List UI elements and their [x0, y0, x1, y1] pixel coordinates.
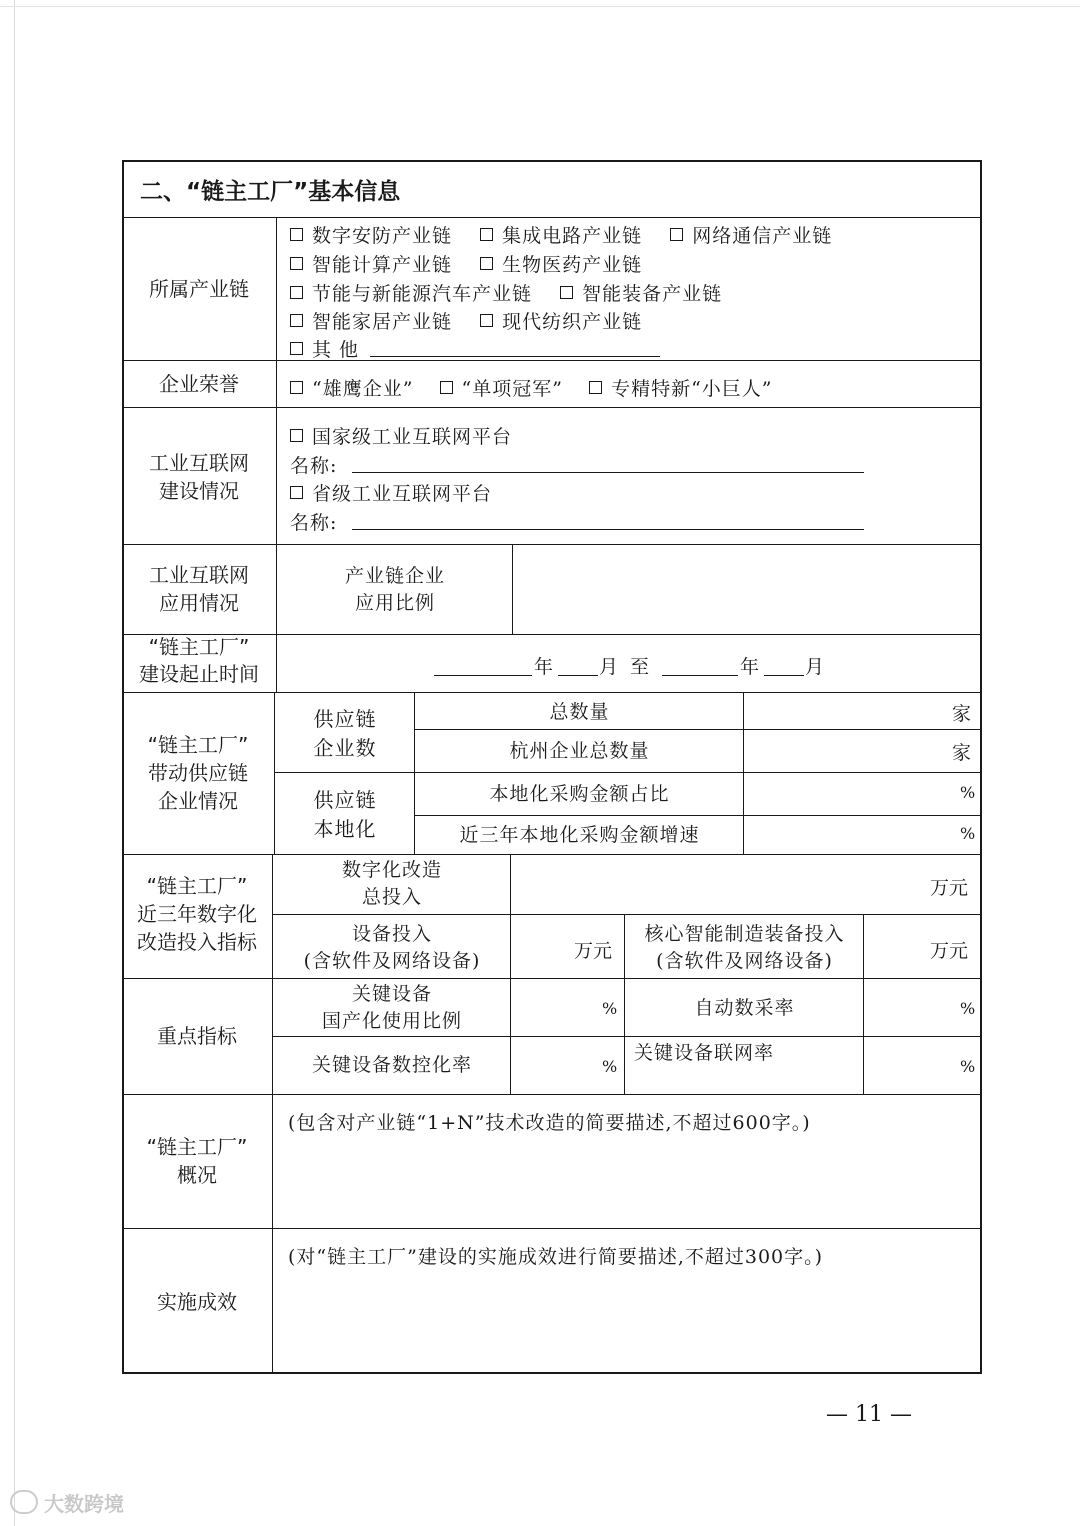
equip-invest-label: 设备投入 (含软件及网络设备)	[303, 923, 481, 972]
option-row: 节能与新能源汽车产业链 智能装备产业链	[290, 279, 722, 306]
unit-wan: 万元	[930, 877, 969, 899]
to-label: 至	[630, 656, 651, 678]
checkbox[interactable]	[290, 257, 303, 270]
checkbox[interactable]	[480, 314, 493, 327]
unit-pct: %	[960, 824, 976, 843]
industry-chain-label: 所属产业链	[149, 277, 249, 301]
option-row: 智能家居产业链 现代纺织产业链	[290, 307, 642, 334]
nc-rate-label: 关键设备数控化率	[311, 1054, 472, 1076]
result-label: 实施成效	[157, 1290, 237, 1314]
page-number: — 11 —	[826, 1402, 912, 1427]
invest-total-label: 数字化改造 总投入	[341, 859, 442, 908]
provincial-platform-option: 省级工业互联网平台	[290, 479, 492, 506]
unit-pct: %	[960, 783, 976, 802]
supply-local-label: 供应链 本地化	[313, 788, 377, 841]
section-title: 二、“链主工厂”基本信息	[140, 179, 401, 205]
overview-hint: (包含对产业链“1+N”技术改造的简要描述,不超过600字。)	[288, 1112, 811, 1134]
overview-input-area[interactable]	[274, 1140, 980, 1226]
internet-app-label: 工业互联网 应用情况	[149, 563, 249, 615]
checkbox[interactable]	[670, 228, 683, 241]
checkbox[interactable]	[290, 342, 303, 355]
provincial-name-field[interactable]	[352, 529, 864, 530]
localization-ratio-label: 关键设备 国产化使用比例	[321, 983, 462, 1032]
checkbox[interactable]	[290, 228, 303, 241]
checkbox[interactable]	[480, 228, 493, 241]
period-label: “链主工厂” 建设起止时间	[139, 635, 259, 686]
checkbox[interactable]	[589, 381, 602, 394]
national-platform-option: 国家级工业互联网平台	[290, 422, 512, 449]
unit-pct: %	[602, 1057, 618, 1076]
month-unit: 月	[599, 656, 620, 678]
page-edge	[0, 6, 1080, 7]
year-unit: 年	[534, 656, 555, 678]
start-year-field[interactable]	[434, 675, 532, 676]
auto-collect-label: 自动数采率	[694, 997, 795, 1019]
overview-label: “链主工厂” 概况	[146, 1135, 248, 1187]
option-row: 数字安防产业链 集成电路产业链 网络通信产业链	[290, 221, 832, 248]
checkbox[interactable]	[290, 381, 303, 394]
unit-jia: 家	[952, 703, 972, 725]
unit-wan: 万元	[930, 940, 969, 962]
option-row: 智能计算产业链 生物医药产业链	[290, 250, 642, 277]
result-hint: (对“链主工厂”建设的实施成效进行简要描述,不超过300字。)	[288, 1246, 824, 1268]
name-label: 名称:	[290, 455, 338, 477]
end-month-field[interactable]	[764, 675, 804, 676]
network-rate-label: 关键设备联网率	[634, 1042, 775, 1064]
watermark: 大数跨境	[10, 1488, 124, 1517]
watermark-logo-icon	[10, 1490, 38, 1514]
name-label: 名称:	[290, 512, 338, 534]
unit-pct: %	[960, 1057, 976, 1076]
unit-wan: 万元	[574, 940, 613, 962]
start-month-field[interactable]	[558, 675, 598, 676]
key-metrics-label: 重点指标	[157, 1024, 237, 1048]
unit-pct: %	[602, 999, 618, 1018]
other-fill-line[interactable]	[370, 356, 660, 357]
supply-label: “链主工厂” 带动供应链 企业情况	[147, 733, 249, 813]
checkbox[interactable]	[290, 429, 303, 442]
invest-label: “链主工厂” 近三年数字化 改造投入指标	[137, 874, 257, 954]
unit-pct: %	[960, 999, 976, 1018]
result-input-area[interactable]	[274, 1276, 980, 1372]
core-invest-label: 核心智能制造装备投入 (含软件及网络设备)	[644, 923, 845, 972]
checkbox[interactable]	[290, 314, 303, 327]
checkbox[interactable]	[480, 257, 493, 270]
checkbox[interactable]	[290, 486, 303, 499]
app-ratio-label: 产业链企业 应用比例	[344, 565, 445, 614]
national-name-field[interactable]	[352, 472, 864, 473]
local-ratio-label: 本地化采购金额占比	[489, 783, 670, 805]
supply-count-label: 供应链 企业数	[313, 707, 377, 760]
month-unit: 月	[805, 656, 826, 678]
checkbox[interactable]	[290, 286, 303, 299]
honor-label: 企业荣誉	[159, 372, 239, 396]
checkbox[interactable]	[440, 381, 453, 394]
hangzhou-count-label: 杭州企业总数量	[509, 740, 650, 762]
local-growth-label: 近三年本地化采购金额增速	[459, 824, 700, 846]
unit-jia: 家	[952, 742, 972, 764]
app-ratio-value[interactable]	[514, 546, 980, 632]
year-unit: 年	[740, 656, 761, 678]
honor-options: “雄鹰企业” “单项冠军” 专精特新“小巨人”	[290, 374, 773, 401]
internet-build-label: 工业互联网 建设情况	[149, 451, 249, 503]
checkbox[interactable]	[560, 286, 573, 299]
total-count-label: 总数量	[549, 701, 610, 723]
option-row-other: 其 他	[290, 335, 359, 362]
page-edge	[14, 0, 15, 1526]
end-year-field[interactable]	[662, 675, 738, 676]
